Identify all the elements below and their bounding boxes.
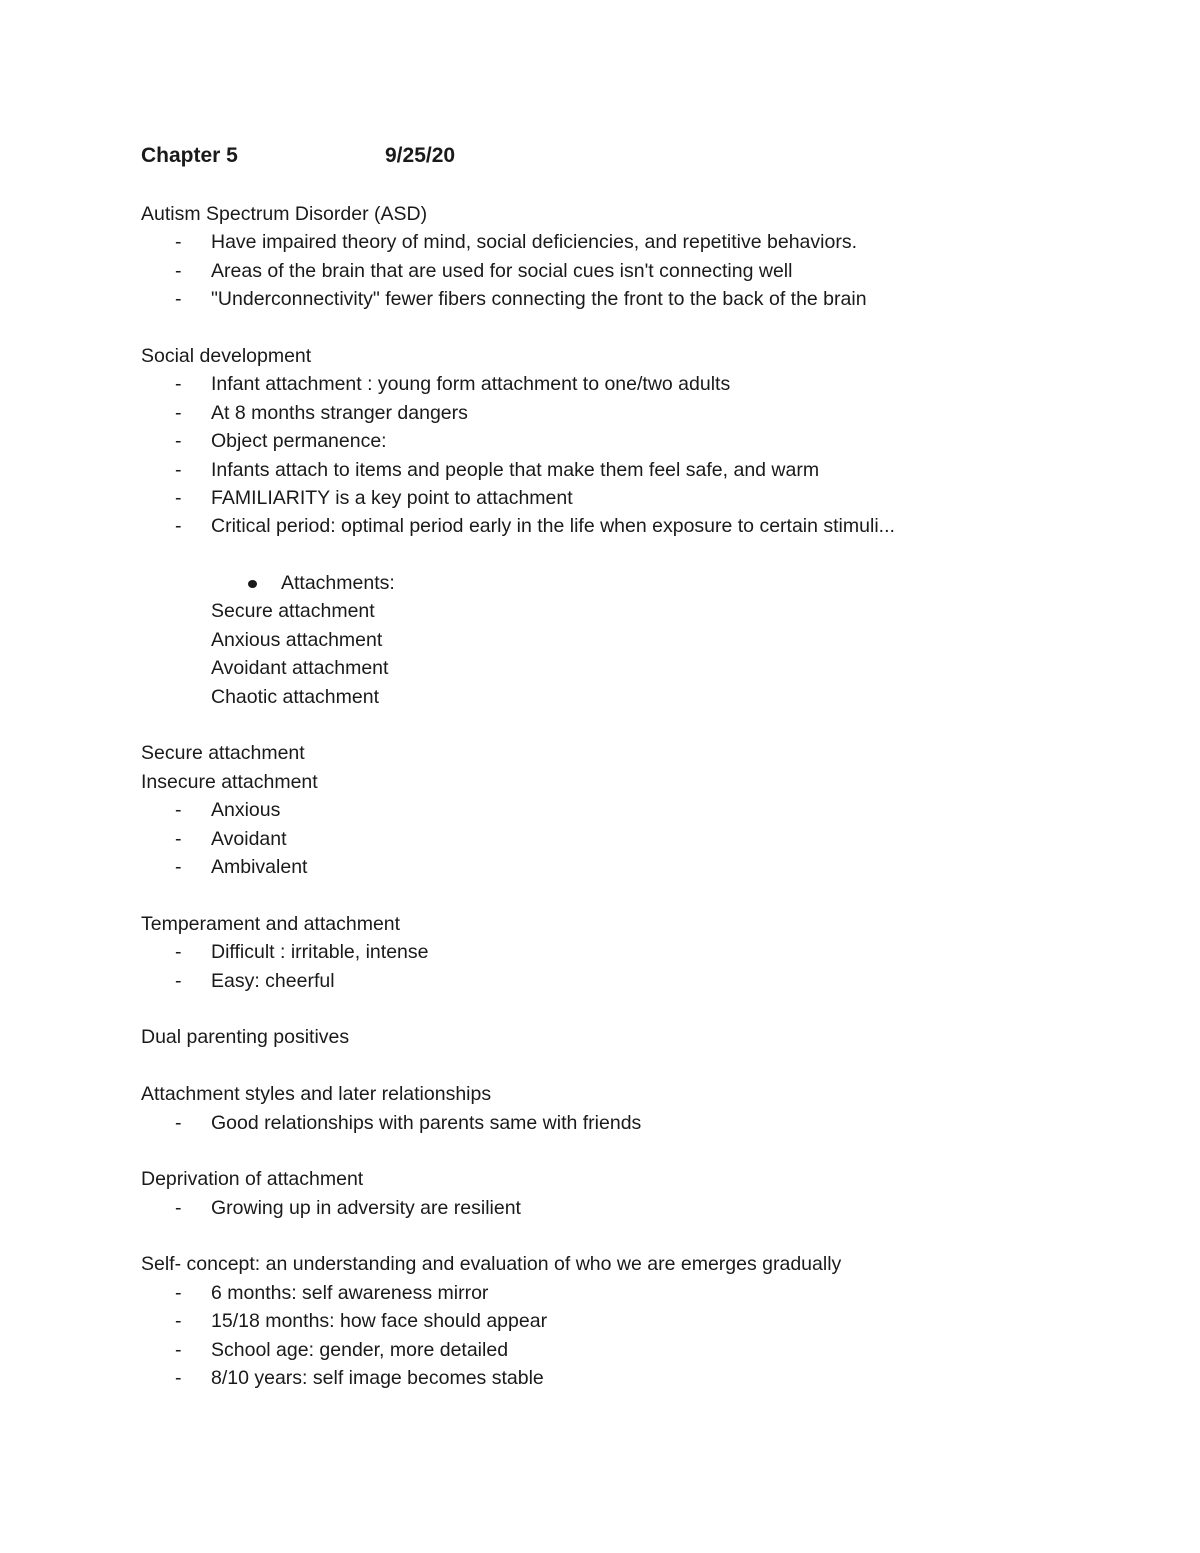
list-item	[141, 825, 1141, 853]
section-heading-styles: Attachment styles and later relationships	[141, 1083, 492, 1106]
list-item-text: Infant attachment : young form attachment to one/two adults	[211, 373, 731, 396]
list-item-text: Difficult : irritable, intense	[211, 941, 429, 964]
dash-marker: -	[175, 259, 182, 282]
list-item-text: Areas of the brain that are used for social cues isn't connecting well	[211, 259, 793, 282]
section-heading-temperament: Temperament and attachment	[141, 912, 401, 935]
list-item	[141, 285, 1141, 313]
attachment-type: Secure attachment	[211, 600, 375, 623]
list-item-text: Have impaired theory of mind, social deficiencies, and repetitive behaviors.	[211, 231, 857, 254]
list-item-text: Anxious	[211, 799, 281, 822]
list-item	[141, 967, 1141, 995]
section-heading-self-concept: Self- concept: an understanding and evaluation of who we are emerges gradually	[141, 1253, 842, 1276]
list-item	[141, 1109, 1141, 1137]
list-item	[141, 1336, 1141, 1364]
list-item	[141, 484, 1141, 512]
spacer	[141, 541, 1141, 569]
dash-marker: -	[175, 799, 182, 822]
dash-marker: -	[175, 231, 182, 254]
spacer	[141, 1052, 1141, 1080]
dash-marker: -	[175, 827, 182, 850]
section-heading-social: Social development	[141, 344, 312, 367]
dash-marker: -	[175, 969, 182, 992]
list-item-text: Critical period: optimal period early in the life when exposure to certain stimuli...	[211, 515, 895, 538]
spacer	[141, 881, 1141, 909]
list-item	[141, 512, 1141, 540]
spacer	[141, 1137, 1141, 1165]
list-item-text: Growing up in adversity are resilient	[211, 1196, 521, 1219]
bullet-text: Attachments:	[281, 572, 395, 595]
section-heading-insecure: Insecure attachment	[141, 770, 318, 793]
list-item-text: "Underconnectivity" fewer fibers connecting the front to the back of the brain	[211, 288, 867, 311]
list-item	[141, 796, 1141, 824]
spacer	[141, 314, 1141, 342]
bullet-dot-icon	[248, 580, 257, 588]
dash-marker: -	[175, 941, 182, 964]
dash-marker: -	[175, 1281, 182, 1304]
list-item	[141, 456, 1141, 484]
dash-marker: -	[175, 373, 182, 396]
note-date: 9/25/20	[385, 144, 456, 167]
dash-marker: -	[175, 288, 182, 311]
list-item-text: Easy: cheerful	[211, 969, 335, 992]
dash-marker: -	[175, 486, 182, 509]
list-item-text: Object permanence:	[211, 430, 387, 453]
attachment-type: Avoidant attachment	[211, 657, 389, 680]
section-heading-asd: Autism Spectrum Disorder (ASD)	[141, 203, 428, 225]
spacer	[141, 1222, 1141, 1250]
dash-marker: -	[175, 855, 182, 878]
dash-marker: -	[175, 1338, 182, 1361]
list-item-text: Infants attach to items and people that make them feel safe, and warm	[211, 458, 820, 481]
spacer	[141, 995, 1141, 1023]
dash-marker: -	[175, 1367, 182, 1390]
attachment-type: Anxious attachment	[211, 628, 383, 651]
dash-marker: -	[175, 1196, 182, 1219]
list-item-text: Good relationships with parents same with friends	[211, 1111, 642, 1134]
list-item	[141, 1364, 1141, 1392]
list-item	[141, 853, 1141, 881]
chapter-title: Chapter 5	[141, 144, 238, 167]
dash-marker: -	[175, 1310, 182, 1333]
list-item	[141, 370, 1141, 398]
list-item	[141, 1194, 1141, 1222]
list-item	[141, 1307, 1141, 1335]
list-item	[141, 1279, 1141, 1307]
section-heading-deprivation: Deprivation of attachment	[141, 1168, 364, 1191]
page-title	[141, 142, 456, 170]
dash-marker: -	[175, 430, 182, 453]
list-item-text: 8/10 years: self image becomes stable	[211, 1367, 544, 1390]
attachment-type: Chaotic attachment	[211, 685, 380, 708]
dash-marker: -	[175, 1111, 182, 1134]
list-item-text: 15/18 months: how face should appear	[211, 1310, 548, 1333]
section-heading-dual: Dual parenting positives	[141, 1026, 350, 1049]
list-item-text: Avoidant	[211, 827, 287, 850]
dash-marker: -	[175, 515, 182, 538]
list-item-text: Ambivalent	[211, 855, 308, 878]
list-item	[141, 257, 1141, 285]
dash-marker: -	[175, 458, 182, 481]
section-heading-secure: Secure attachment	[141, 742, 305, 765]
list-item	[141, 427, 1141, 455]
list-item	[141, 399, 1141, 427]
list-item-text: 6 months: self awareness mirror	[211, 1281, 489, 1304]
list-item-text: At 8 months stranger dangers	[211, 401, 468, 424]
list-item	[141, 228, 1141, 256]
bullet-item	[141, 569, 1141, 597]
list-item	[141, 938, 1141, 966]
dash-marker: -	[175, 401, 182, 424]
spacer	[141, 711, 1141, 739]
list-item-text: FAMILIARITY is a key point to attachment	[211, 486, 573, 509]
list-item-text: School age: gender, more detailed	[211, 1338, 509, 1361]
document-body	[141, 200, 1141, 1392]
